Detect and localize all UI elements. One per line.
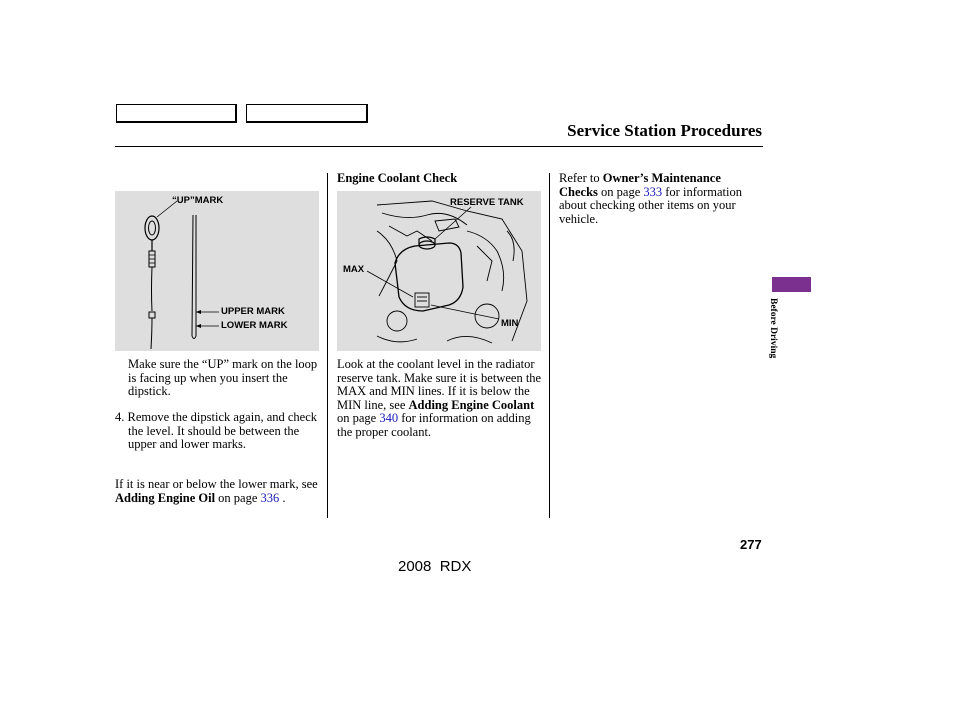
page-title: Service Station Procedures [567, 121, 762, 140]
page-number: 277 [740, 537, 762, 552]
page-340-link[interactable]: 340 [379, 411, 399, 425]
column-divider-1 [327, 173, 328, 518]
maint-text-end: for information about checking other items on your vehicle. [559, 184, 742, 226]
coolant-text-pre: Look at the coolant level in the radiator reserve tank. Make sure it is between the MAX and MIN lines. If it is below the MIN line, see [337, 357, 542, 412]
low-oil-note [115, 478, 325, 505]
page-333-link[interactable]: 333 [643, 184, 663, 199]
nav-button-previous[interactable] [116, 104, 237, 123]
reserve-tank-label: RESERVE TANK [450, 197, 524, 208]
low-oil-note-end: . [279, 490, 286, 505]
coolant-figure [337, 191, 541, 351]
header-rule [115, 146, 763, 147]
upper-mark-label: UPPER MARK [221, 306, 285, 317]
low-oil-note-mid: on page [215, 490, 261, 505]
adding-engine-oil-ref: Adding Engine Oil [115, 490, 216, 505]
section-tab [772, 277, 811, 292]
lower-mark-label: LOWER MARK [221, 320, 288, 331]
coolant-heading: Engine Coolant Check [337, 171, 458, 185]
up-mark-label: “UP”MARK [172, 195, 224, 206]
min-label: MIN [501, 318, 519, 329]
step-4: 4. Remove the dipstick again, and check the level. It should be between the upper and lower marks. [115, 410, 318, 451]
coolant-text-end: for information on adding the proper coolant. [337, 411, 531, 439]
dipstick-illustration [115, 191, 319, 351]
adding-engine-coolant-ref: Adding Engine Coolant [408, 397, 535, 412]
coolant-instruction [337, 358, 542, 439]
column-divider-2 [549, 173, 550, 518]
page-336-link[interactable]: 336 [260, 490, 280, 505]
section-side-label: Before Driving [768, 298, 778, 359]
maintenance-reference [559, 172, 762, 226]
maint-text-mid: on page [597, 184, 644, 199]
dipstick-instruction: Make sure the “UP” mark on the loop is facing up when you insert the dipstick. [128, 357, 318, 398]
nav-button-next[interactable] [246, 104, 368, 123]
dipstick-figure [115, 191, 319, 351]
coolant-text-mid: on page [337, 411, 380, 425]
owners-maintenance-checks-ref: Owner’s Maintenance Checks [559, 171, 721, 199]
maint-text-pre: Refer to [559, 171, 603, 185]
footer-model: 2008 RDX [398, 558, 472, 575]
low-oil-note-pre: If it is near or below the lower mark, see [115, 477, 318, 491]
max-label: MAX [343, 264, 365, 275]
